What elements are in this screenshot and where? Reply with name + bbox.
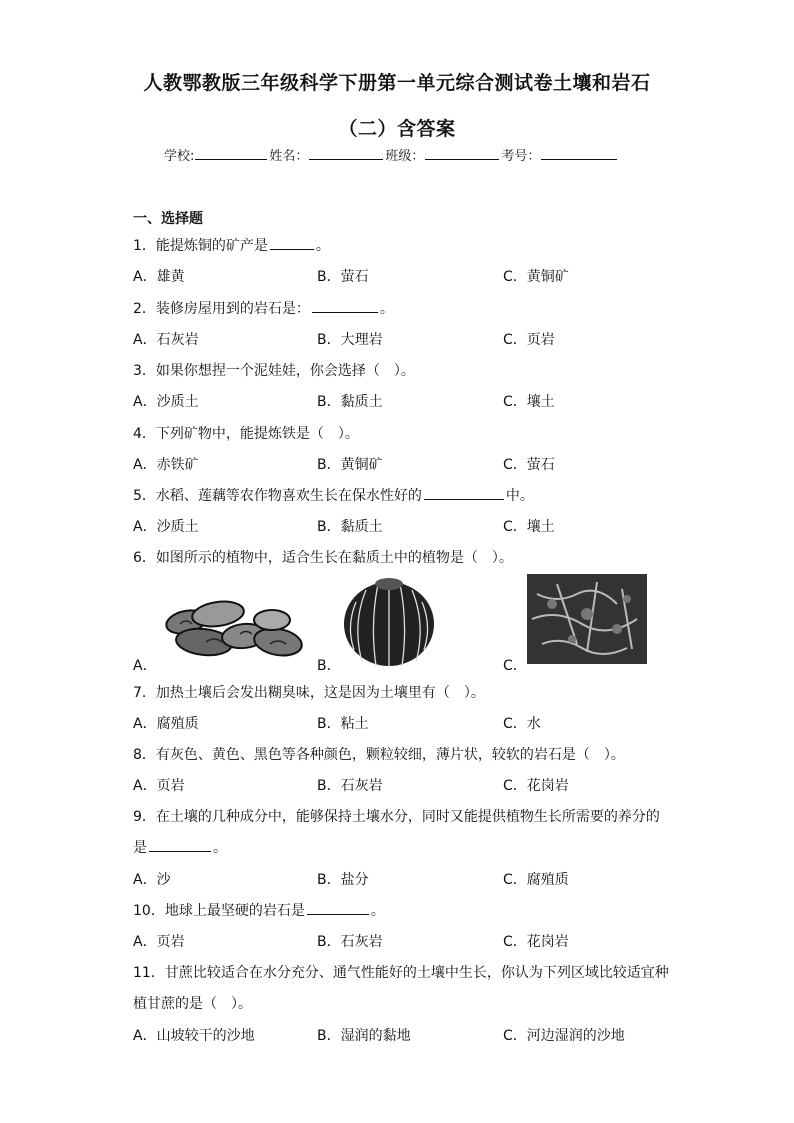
option-a[interactable]: A．页岩 bbox=[133, 934, 185, 950]
question-1: 1．能提炼铜的矿产是 。 bbox=[133, 235, 330, 255]
option-c[interactable]: C．萤石 bbox=[503, 457, 555, 473]
option-a[interactable]: A．沙质土 bbox=[133, 519, 199, 535]
question-10: 10．地球上最坚硬的岩石是 。 bbox=[133, 900, 385, 920]
answer-blank[interactable] bbox=[149, 837, 211, 852]
option-c[interactable]: C．壤土 bbox=[503, 394, 555, 410]
student-info-row bbox=[164, 145, 619, 164]
option-c[interactable]: C．腐殖质 bbox=[503, 872, 569, 888]
option-b[interactable]: B．黏质土 bbox=[317, 519, 383, 535]
answer-blank[interactable] bbox=[424, 485, 504, 500]
name-label: 姓名： bbox=[269, 149, 309, 164]
question-2: 2．装修房屋用到的岩石是： 。 bbox=[133, 298, 394, 318]
school-label: 学校: bbox=[164, 149, 195, 164]
option-b[interactable]: B．黏质土 bbox=[317, 394, 383, 410]
option-a[interactable]: A．沙 bbox=[133, 872, 171, 888]
answer-blank[interactable] bbox=[307, 900, 369, 915]
option-b[interactable]: B．黄铜矿 bbox=[317, 457, 383, 473]
option-b[interactable]: B．石灰岩 bbox=[317, 778, 383, 794]
question-3: 3．如果你想捏一个泥娃娃，你会选择（ ）。 bbox=[133, 363, 415, 379]
option-b[interactable]: B． bbox=[317, 658, 341, 674]
option-c[interactable]: C．页岩 bbox=[503, 332, 555, 348]
exam-title-line2: （二）含答案 bbox=[338, 118, 456, 140]
question-4: 4．下列矿物中，能提炼铁是（ ）。 bbox=[133, 426, 359, 442]
section-title: 一、选择题 bbox=[133, 211, 203, 227]
number-blank[interactable] bbox=[541, 145, 617, 160]
option-a[interactable]: A．雄黄 bbox=[133, 269, 185, 285]
class-blank[interactable] bbox=[425, 145, 499, 160]
option-c[interactable]: C． bbox=[503, 658, 527, 674]
option-c[interactable]: C．河边湿润的沙地 bbox=[503, 1028, 625, 1044]
name-blank[interactable] bbox=[309, 145, 383, 160]
option-c[interactable]: C．壤土 bbox=[503, 519, 555, 535]
option-b[interactable]: B．大理岩 bbox=[317, 332, 383, 348]
option-c[interactable]: C．花岗岩 bbox=[503, 778, 569, 794]
option-a[interactable]: A．山坡较干的沙地 bbox=[133, 1028, 255, 1044]
school-blank[interactable] bbox=[195, 145, 267, 160]
question-8: 8．有灰色、黄色、黑色等各种颜色，颗粒较细，薄片状，较软的岩石是（ ）。 bbox=[133, 747, 625, 763]
peanut-image bbox=[160, 584, 306, 666]
option-b[interactable]: B．石灰岩 bbox=[317, 934, 383, 950]
cactus-image bbox=[342, 574, 436, 666]
question-6: 6．如图所示的植物中，适合生长在黏质土中的植物是（ ）。 bbox=[133, 550, 513, 566]
option-a[interactable]: A． bbox=[133, 658, 157, 674]
option-b[interactable]: B．萤石 bbox=[317, 269, 369, 285]
option-a[interactable]: A．页岩 bbox=[133, 778, 185, 794]
option-c[interactable]: C．花岗岩 bbox=[503, 934, 569, 950]
question-7: 7．加热土壤后会发出糊臭味，这是因为土壤里有（ ）。 bbox=[133, 685, 485, 701]
number-label: 考号： bbox=[501, 149, 541, 164]
option-c[interactable]: C．黄铜矿 bbox=[503, 269, 569, 285]
option-a[interactable]: A．石灰岩 bbox=[133, 332, 199, 348]
answer-blank[interactable] bbox=[312, 298, 378, 313]
option-b[interactable]: B．盐分 bbox=[317, 872, 369, 888]
lotus-root-image bbox=[527, 574, 647, 664]
question-9: 9．在土壤的几种成分中，能够保持土壤水分，同时又能提供植物生长所需要的养分的 bbox=[133, 809, 660, 825]
option-b[interactable]: B．粘土 bbox=[317, 716, 369, 732]
option-a[interactable]: A．赤铁矿 bbox=[133, 457, 199, 473]
class-label: 班级： bbox=[385, 149, 425, 164]
option-a[interactable]: A．沙质土 bbox=[133, 394, 199, 410]
exam-title-line1: 人教鄂教版三年级科学下册第一单元综合测试卷土壤和岩石 bbox=[143, 72, 651, 94]
answer-blank[interactable] bbox=[270, 235, 314, 250]
option-c[interactable]: C．水 bbox=[503, 716, 541, 732]
question-9-line2: 是 。 bbox=[133, 837, 227, 857]
question-5: 5．水稻、莲藕等农作物喜欢生长在保水性好的 中。 bbox=[133, 485, 534, 505]
question-11: 11．甘蔗比较适合在水分充分、通气性能好的土壤中生长，你认为下列区域比较适宜种 bbox=[133, 965, 669, 981]
option-b[interactable]: B．湿润的黏地 bbox=[317, 1028, 411, 1044]
option-a[interactable]: A．腐殖质 bbox=[133, 716, 199, 732]
question-11-line2: 植甘蔗的是（ ）。 bbox=[133, 996, 252, 1012]
